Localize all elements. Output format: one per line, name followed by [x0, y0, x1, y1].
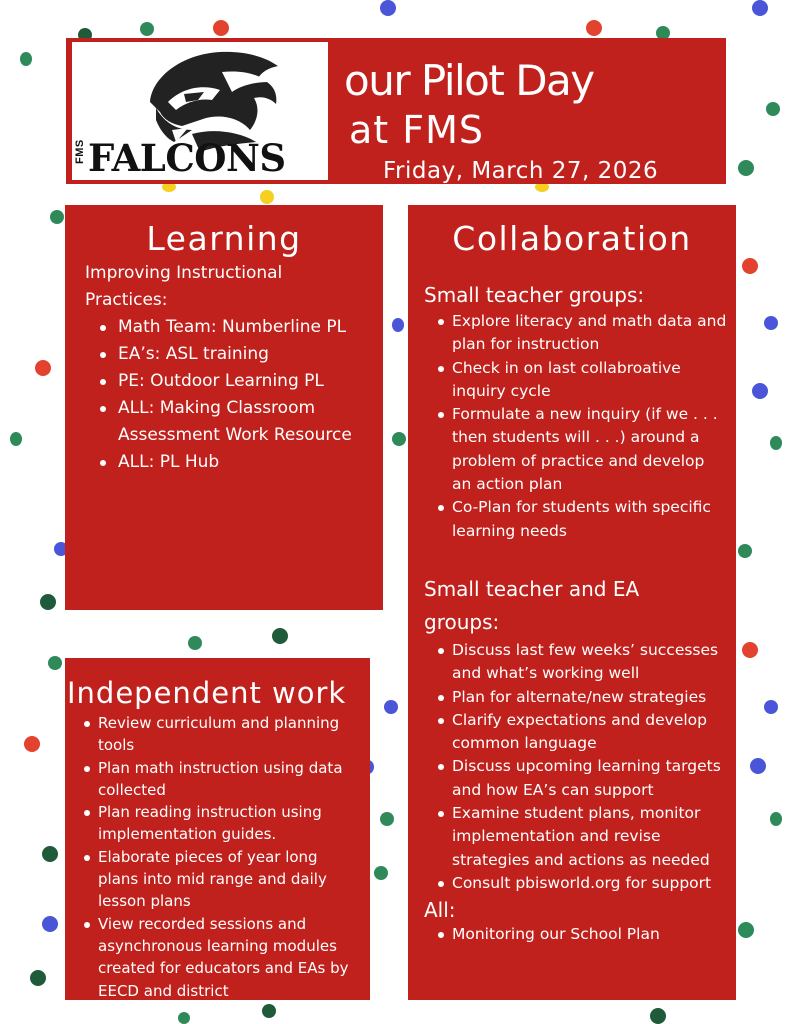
list-item: Plan reading instruction using implementation guides.	[98, 801, 360, 846]
teacher-ea-groups-list	[408, 639, 736, 895]
list-item: Formulate a new inquiry (if we . . . then students will . . .) around a problem of practice and develop an action plan	[452, 403, 728, 496]
small-teacher-groups-list	[408, 310, 736, 543]
dot	[380, 0, 396, 16]
dot	[770, 436, 782, 450]
list-item: Clarify expectations and develop common language	[452, 709, 728, 756]
list-item: Elaborate pieces of year long plans into mid range and daily lesson plans	[98, 846, 360, 913]
dot	[30, 970, 46, 986]
dot	[50, 210, 64, 224]
dot	[24, 736, 40, 752]
dot	[48, 656, 62, 670]
learning-title: Learning	[146, 219, 302, 258]
list-item: Plan math instruction using data collected	[98, 757, 360, 802]
independent-work-list	[65, 712, 370, 1002]
dot	[188, 636, 202, 650]
dot	[650, 1008, 666, 1024]
list-item: Co-Plan for students with specific learning needs	[452, 496, 728, 543]
learning-intro: Improving Instructional Practices:	[85, 263, 283, 310]
dot	[380, 812, 394, 826]
list-item: Discuss upcoming learning targets and how EA’s can support	[452, 755, 728, 802]
list-item: Plan for alternate/new strategies	[452, 686, 728, 709]
list-item: Explore literacy and math data and plan for instruction	[452, 310, 728, 357]
list-item: Review curriculum and planning tools	[98, 712, 360, 757]
list-item: Monitoring our School Plan	[452, 923, 728, 946]
list-item: Discuss last few weeks’ successes and what’s working well	[452, 639, 728, 686]
dot	[742, 642, 758, 658]
dot	[10, 432, 22, 446]
dot	[140, 22, 154, 36]
dot	[272, 628, 288, 644]
dot	[764, 700, 778, 714]
dot	[262, 1004, 276, 1018]
learning-panel	[65, 205, 383, 610]
dot	[738, 544, 752, 558]
dot	[738, 922, 754, 938]
dot	[178, 1012, 190, 1024]
school-logo	[72, 42, 328, 180]
independent-work-panel	[65, 658, 370, 1000]
logo-fms-text: FMS	[74, 139, 86, 164]
dot	[752, 383, 768, 399]
dot	[766, 102, 780, 116]
dot	[750, 758, 766, 774]
list-item: Examine student plans, monitor implementation and revise strategies and actions as needed	[452, 802, 728, 872]
dot	[42, 846, 58, 862]
dot	[260, 190, 274, 204]
dot	[20, 52, 32, 66]
small-teacher-groups-heading: Small teacher groups:	[424, 283, 645, 307]
dot	[384, 700, 398, 714]
all-heading: All:	[424, 898, 456, 923]
list-item: PE: Outdoor Learning PL	[118, 368, 377, 395]
list-item: Check in on last collabroative inquiry cycle	[452, 357, 728, 404]
collaboration-title: Collaboration	[452, 219, 692, 258]
dot	[35, 360, 51, 376]
dot	[752, 0, 768, 16]
list-item: Consult pbisworld.org for support	[452, 872, 728, 895]
dot	[742, 258, 758, 274]
event-title-line1: our Pilot Day	[344, 56, 594, 105]
list-item: ALL: Making Classroom Assessment Work Resource	[118, 395, 377, 449]
event-date: Friday, March 27, 2026	[383, 158, 659, 184]
dot	[374, 866, 388, 880]
teacher-ea-groups-heading: Small teacher and EA groups:	[424, 576, 640, 634]
list-item: Math Team: Numberline PL	[118, 314, 377, 341]
event-title-line2: at FMS	[349, 108, 485, 152]
dot	[764, 316, 778, 330]
dot	[738, 160, 754, 176]
list-item: EA’s: ASL training	[118, 341, 377, 368]
dot	[770, 812, 782, 826]
learning-list	[65, 314, 383, 476]
dot	[40, 594, 56, 610]
list-item: ALL: PL Hub	[118, 449, 377, 476]
dot	[42, 916, 58, 932]
independent-work-title: Independent work	[67, 676, 347, 710]
dot	[392, 432, 406, 446]
header-banner	[66, 38, 726, 184]
collaboration-panel	[408, 205, 736, 1000]
dot	[392, 318, 404, 332]
list-item: View recorded sessions and asynchronous learning modules created for educators and EAs by EECD and district	[98, 913, 360, 1002]
all-list	[408, 923, 736, 946]
logo-falcons-text: FALCONS	[88, 136, 286, 180]
dot	[213, 20, 229, 36]
dot	[586, 20, 602, 36]
